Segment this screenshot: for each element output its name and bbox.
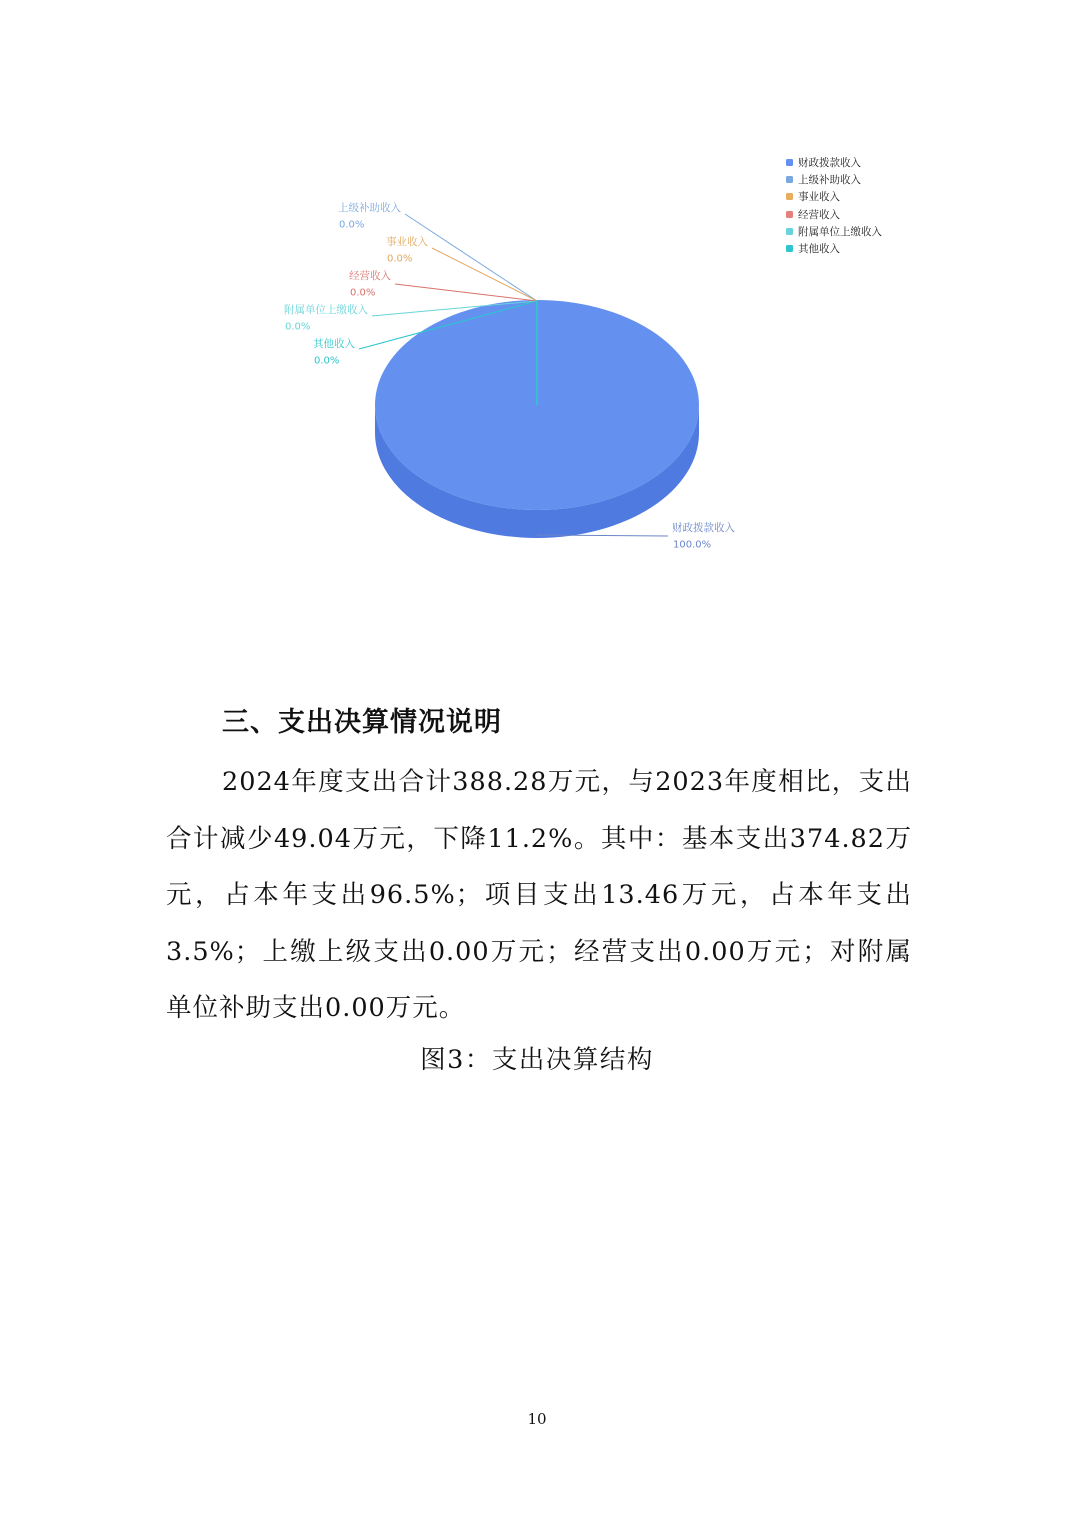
slice-value-4: 0.0% <box>285 321 311 333</box>
section-heading: 三、支出决算情况说明 <box>222 707 502 738</box>
slice-label-0: 财政拨款收入 <box>672 522 735 534</box>
legend-label: 经营收入 <box>798 208 840 221</box>
legend-item-4[interactable] <box>786 223 882 240</box>
legend-label: 财政拨款收入 <box>798 157 861 170</box>
slice-label-5: 其他收入 <box>313 338 355 350</box>
pie-body <box>375 300 699 538</box>
pie-chart <box>0 0 1074 620</box>
slice-value-3: 0.0% <box>350 287 376 299</box>
legend-label: 事业收入 <box>798 191 840 204</box>
chart-legend <box>786 154 882 257</box>
slice-value-5: 0.0% <box>314 355 340 367</box>
figure-caption: 图3：支出决算结构 <box>420 1045 654 1075</box>
slice-label-4: 附属单位上缴收入 <box>284 304 368 316</box>
legend-label: 其他收入 <box>798 243 840 256</box>
slice-value-1: 0.0% <box>339 219 365 231</box>
legend-item-5[interactable] <box>786 240 882 257</box>
legend-swatch <box>786 159 793 166</box>
leader-line-2 <box>432 248 537 301</box>
page-number: 10 <box>527 1410 547 1428</box>
slice-value-2: 0.0% <box>387 253 413 265</box>
legend-swatch <box>786 193 793 200</box>
legend-swatch <box>786 228 793 235</box>
legend-swatch <box>786 176 793 183</box>
slice-label-2: 事业收入 <box>386 236 428 248</box>
legend-item-0[interactable] <box>786 154 882 171</box>
slice-value-0: 100.0% <box>673 539 712 551</box>
legend-swatch <box>786 211 793 218</box>
slice-label-1: 上级补助收入 <box>338 202 401 214</box>
expenditure-paragraph: 2024年度支出合计388.28万元，与2023年度相比，支出合计减少49.04万元，下降11.2%。其中：基本支出374.82万元，占本年支出96.5%；项目支出13.46万元，占本年支出3.5%；上缴上级支出0.00万元；经营支出0.00万元；对附属单位补助支出0.00万元。 <box>166 767 912 1023</box>
legend-label: 附属单位上缴收入 <box>798 225 882 238</box>
legend-item-1[interactable] <box>786 171 882 188</box>
legend-item-3[interactable] <box>786 206 882 223</box>
legend-swatch <box>786 245 793 252</box>
slice-label-3: 经营收入 <box>349 270 391 282</box>
legend-item-2[interactable] <box>786 188 882 205</box>
legend-label: 上级补助收入 <box>798 174 861 187</box>
